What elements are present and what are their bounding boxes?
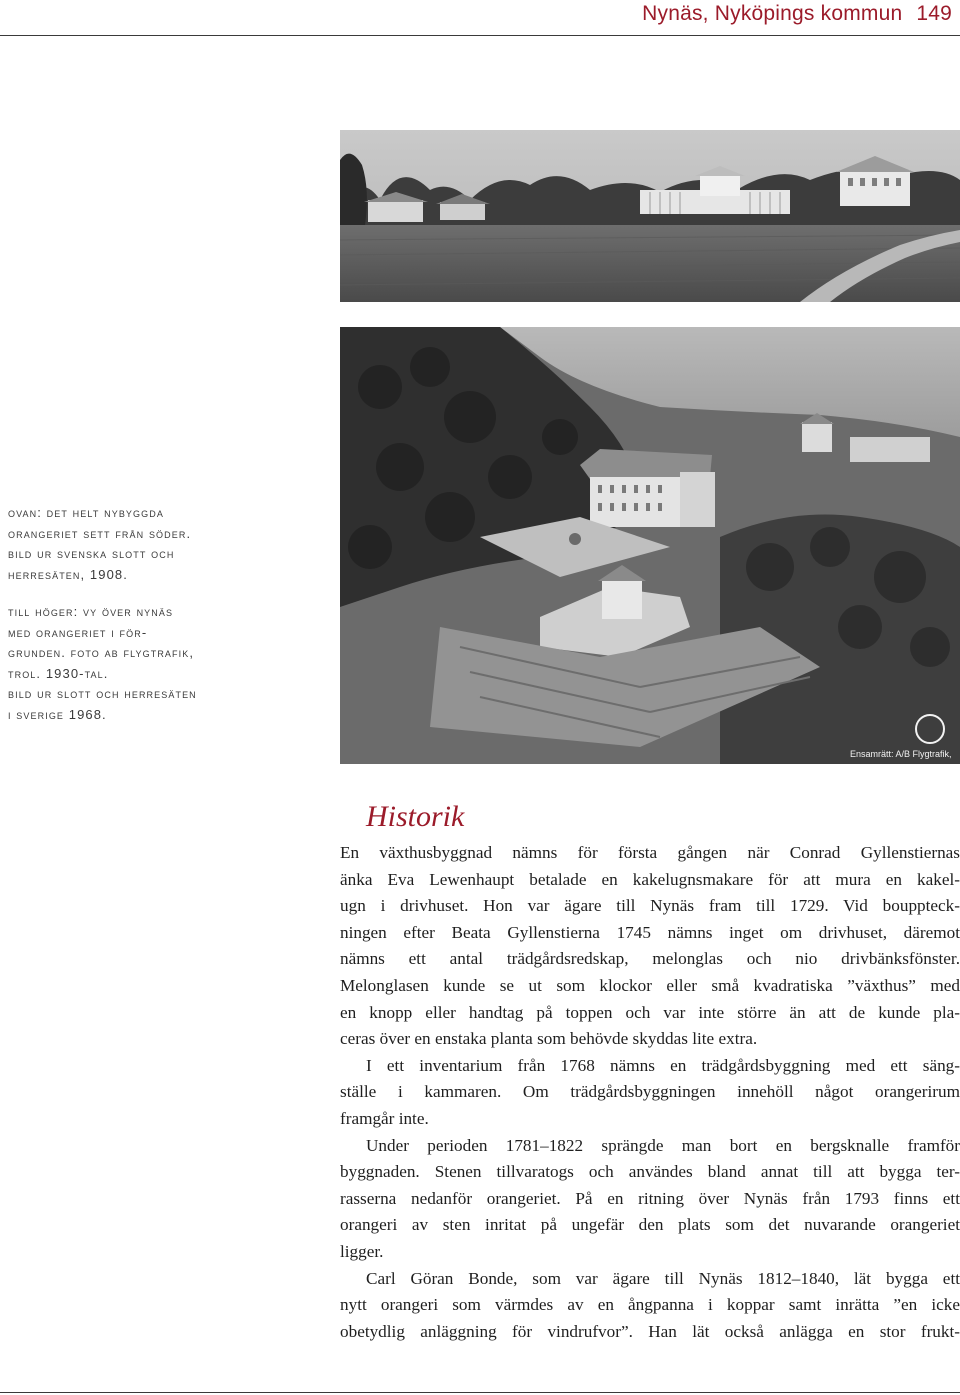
photo-orangery-from-south bbox=[340, 130, 960, 302]
running-head bbox=[642, 2, 952, 26]
body-line: änka Eva Lewenhaupt betalade en kakelugnsmakare för att mura en kakel- bbox=[340, 869, 960, 889]
body-line: ningen efter Beata Gyllenstierna 1745 nämns inget om drivhuset, däremot bbox=[340, 922, 960, 942]
body-line: Under perioden 1781–1822 sprängde man bort en bergsknalle framför bbox=[366, 1135, 960, 1155]
caption-line: bild ur svenska slott och bbox=[8, 546, 175, 561]
caption-line: trol. 1930-tal. bbox=[8, 665, 109, 681]
caption-line: i sverige 1968. bbox=[8, 706, 107, 722]
caption-line: grunden. foto ab flygtrafik, bbox=[8, 645, 195, 660]
body-line: Melonglasen kunde se ut som klockor eller små kvadratiska ”växthus” med bbox=[340, 975, 960, 995]
running-head-title: Nynäs, Nyköpings kommun bbox=[642, 2, 903, 25]
page-number: 149 bbox=[916, 2, 952, 25]
body-text bbox=[340, 840, 960, 1345]
body-line: framgår inte. bbox=[340, 1108, 429, 1128]
body-line: I ett inventarium från 1768 nämns en trädgårdsbyggning med ett säng- bbox=[366, 1055, 960, 1075]
caption-line: ovan: det helt nybyggda bbox=[8, 505, 164, 520]
photo-caption bbox=[8, 503, 248, 725]
body-line: nytt orangeri som värmdes av en ångpanna i koppar samt inrätta ”en icke bbox=[340, 1295, 960, 1315]
photo-stamp: Ensamrätt: A/B Flygtrafik, bbox=[850, 749, 952, 759]
body-line: Carl Göran Bonde, som var ägare till Nynäs 1812–1840, lät bygga ett bbox=[366, 1268, 960, 1288]
body-line: rasserna nedanför orangeriet. På en ritning över Nynäs från 1793 finns ett bbox=[340, 1188, 960, 1208]
caption-line: med orangeriet i för- bbox=[8, 624, 148, 640]
caption-line: bild ur slott och herresäten bbox=[8, 686, 197, 701]
body-line: ligger. bbox=[340, 1241, 384, 1261]
body-line: orangeri av sten inritat på ungefär den plats som det nuvarande orangeriet bbox=[340, 1215, 960, 1235]
header-rule bbox=[0, 35, 960, 36]
section-heading: Historik bbox=[366, 800, 465, 833]
caption-line: herresäten, 1908. bbox=[8, 566, 128, 582]
photo-aerial-view-nynas bbox=[340, 327, 960, 764]
body-line: nämns ett antal trädgårdsredskap, melonglas och nio drivbänksfönster. bbox=[340, 949, 960, 969]
body-line: ställe i kammaren. Om trädgårdsbyggningen innehöll något orangerirum bbox=[340, 1082, 960, 1102]
body-line: en knopp eller handtag på toppen och var inte större än att de kunde pla- bbox=[340, 1002, 960, 1022]
caption-line: till höger: vy över nynäs bbox=[8, 604, 174, 619]
body-line: byggnaden. Stenen tillvaratogs och användes bland annat till att bygga ter- bbox=[340, 1162, 960, 1182]
caption-line: orangeriet sett från söder. bbox=[8, 525, 192, 541]
body-line: obetydlig anläggning för vindrufvor”. Han lät också anlägga en stor frukt- bbox=[340, 1321, 960, 1341]
body-line: En växthusbyggnad nämns för första gången när Conrad Gyllenstiernas bbox=[340, 843, 960, 862]
body-line: ceras över en enstaka planta som behövde skyddas lite extra. bbox=[340, 1029, 758, 1049]
footer-rule bbox=[0, 1392, 960, 1393]
body-line: ugn i drivhuset. Hon var ägare till Nynäs fram till 1729. Vid bouppteck- bbox=[340, 896, 960, 916]
